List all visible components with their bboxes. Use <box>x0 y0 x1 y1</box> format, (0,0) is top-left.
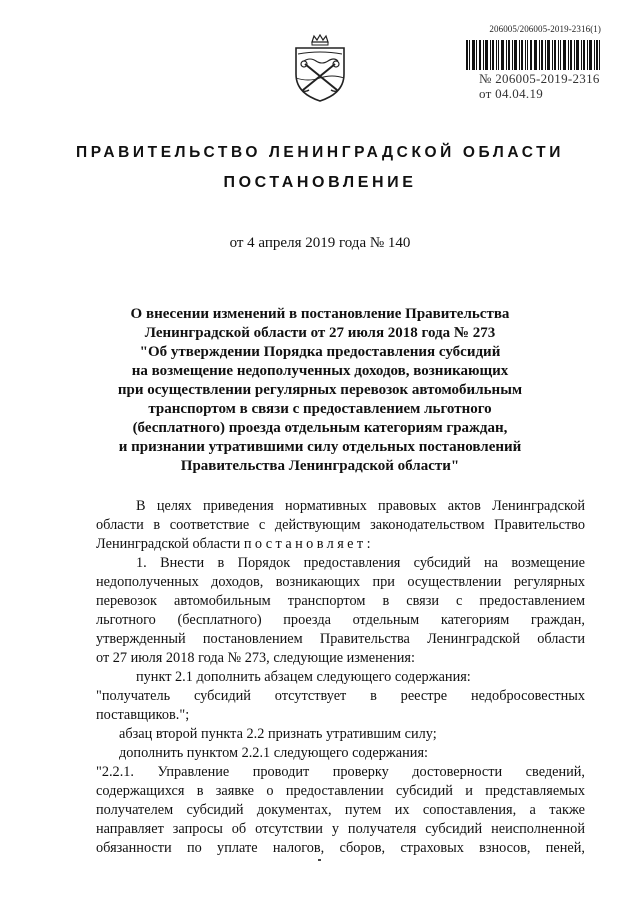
subject-line: Ленинградской области от 27 июля 2018 года № 273 <box>144 325 496 341</box>
document-type: ПОСТАНОВЛЕНИЕ <box>223 174 417 191</box>
government-title: ПРАВИТЕЛЬСТВО ЛЕНИНГРАДСКОЙ ОБЛАСТИ <box>76 144 564 161</box>
subject-line: на возмещение недополученных доходов, возникающих <box>131 363 509 379</box>
subject-line: и признании утратившими силу отдельных постановлений <box>118 439 522 455</box>
body-line: льготного (бесплатного) проезда отдельным категориям граждан, <box>96 612 585 628</box>
body-line: 1. Внести в Порядок предоставления субсидий на возмещение <box>136 555 585 571</box>
body-line: направляет запросы об отсутствии у получателя субсидий неисполненной <box>96 821 585 837</box>
document-body <box>96 497 585 858</box>
body-line: недополученных доходов, возникающих при осуществлении регулярных <box>96 574 585 590</box>
coat-of-arms-icon <box>290 34 350 102</box>
body-line: обязанности по уплате налогов, сборов, страховых взносов, пеней, <box>96 840 585 856</box>
document-code: 206005/206005-2019-2316(1) <box>489 24 601 34</box>
registration-date: от 04.04.19 <box>479 86 544 101</box>
body-line: утвержденный постановлением Правительства Ленинградской области <box>96 631 585 647</box>
subject-line: (бесплатного) проезда отдельным категориям граждан, <box>132 420 508 436</box>
document-subject <box>98 305 542 476</box>
scan-artifact <box>318 859 321 861</box>
subject-line: при осуществлении регулярных перевозок автомобильным <box>117 382 523 398</box>
body-line: "2.2.1. Управление проводит проверку достоверности сведений, <box>96 764 585 780</box>
body-text-span: Ленинградской области <box>96 536 241 552</box>
subject-line: О внесении изменений в постановление Правительства <box>130 306 510 322</box>
subject-line: транспортом в связи с предоставлением льготного <box>148 401 492 417</box>
registration-number: № 206005-2019-2316 <box>479 71 600 86</box>
body-line: от 27 июля 2018 года № 273, следующие изменения: <box>96 650 415 666</box>
body-line: дополнить пунктом 2.2.1 следующего содержания: <box>119 745 428 761</box>
body-line: получателем субсидий документах, путем их сопоставления, а также <box>96 802 585 818</box>
barcode-icon <box>466 40 600 70</box>
subject-line: "Об утверждении Порядка предоставления субсидий <box>139 344 501 360</box>
subject-line: Правительства Ленинградской области" <box>180 458 460 474</box>
resolution-word: постановляет: <box>243 536 374 552</box>
body-line: содержащихся в заявке о предоставлении субсидий и представляемых <box>96 783 585 799</box>
body-line: В целях приведения нормативных правовых актов Ленинградской <box>136 498 585 514</box>
document-date: от 4 апреля 2019 года № 140 <box>229 235 411 251</box>
body-line: абзац второй пункта 2.2 признать утратившим силу; <box>119 726 437 742</box>
body-line: области в соответствие с действующим законодательством Правительство <box>96 517 585 533</box>
body-line: перевозок автомобильным транспортом в связи с предоставлением <box>96 593 585 609</box>
body-line: пункт 2.1 дополнить абзацем следующего содержания: <box>136 669 471 685</box>
body-line: поставщиков."; <box>96 707 190 723</box>
body-line: "получатель субсидий отсутствует в реестре недобросовестных <box>96 688 585 704</box>
body-line <box>96 535 585 554</box>
